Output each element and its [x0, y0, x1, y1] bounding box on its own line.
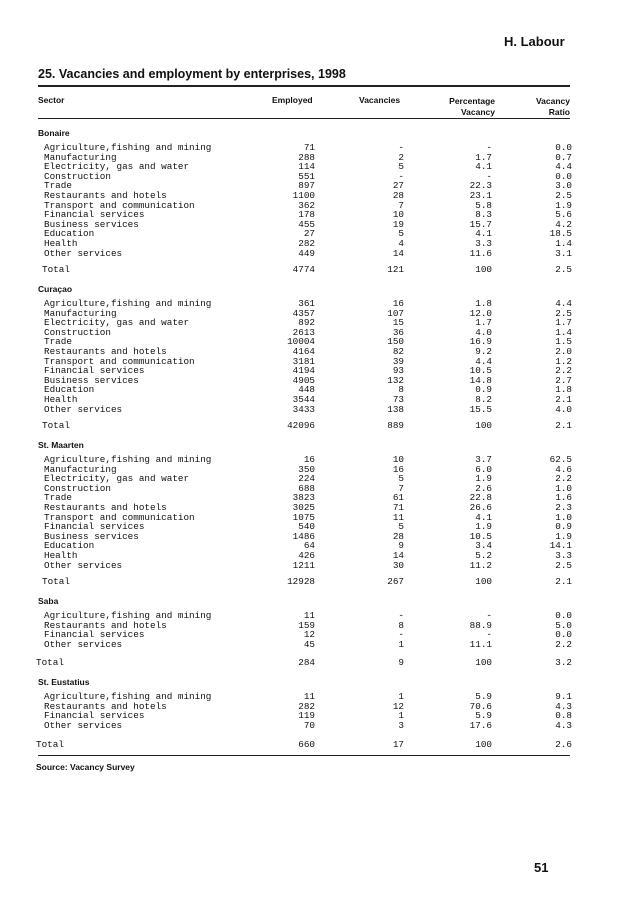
cell-pct: 15.5: [469, 403, 492, 415]
cell-ratio: 18.5: [549, 228, 572, 240]
cell-pct: 3.4: [475, 540, 492, 552]
cell-sector: Restaurants and hotels: [44, 619, 167, 631]
header-rule: [38, 118, 570, 119]
top-rule: [38, 85, 570, 87]
cell-sector: Other services: [44, 247, 123, 259]
cell-employed: 70: [303, 719, 315, 731]
cell-vacancies: 1: [398, 710, 404, 722]
cell-ratio: 2.7: [555, 374, 572, 386]
cell-pct: 5.8: [475, 199, 492, 211]
cell-vacancies: 30: [392, 559, 404, 571]
cell-employed: 4194: [292, 365, 315, 377]
total-pct: 100: [475, 576, 492, 587]
total-row: [0, 421, 630, 431]
cell-vacancies: 2: [398, 151, 404, 163]
cell-ratio: 2.5: [555, 307, 572, 319]
cell-sector: Restaurants and hotels: [44, 502, 167, 513]
cell-ratio: 3.0: [555, 180, 572, 192]
page-number: 51: [534, 860, 549, 875]
table-row: [0, 220, 630, 230]
total-ratio: 2.1: [555, 576, 572, 587]
cell-vacancies: 7: [398, 199, 404, 211]
cell-pct: 10.5: [469, 365, 492, 377]
cell-employed: 540: [298, 521, 315, 533]
cell-vacancies: -: [398, 610, 404, 621]
cell-vacancies: 10: [392, 454, 404, 465]
total-pct: 100: [475, 420, 492, 431]
cell-pct: 9.2: [475, 346, 492, 357]
cell-ratio: 5.0: [555, 619, 572, 631]
cell-pct: -: [486, 610, 492, 621]
cell-pct: 8.3: [475, 209, 492, 221]
total-ratio: 2.5: [555, 264, 572, 275]
cell-sector: Electricity, gas and water: [44, 317, 190, 329]
cell-ratio: 3.1: [555, 247, 572, 259]
cell-ratio: 1.7: [555, 317, 572, 329]
cell-sector: Manufacturing: [44, 307, 117, 319]
cell-pct: 15.7: [469, 218, 492, 230]
cell-vacancies: 27: [392, 180, 404, 192]
cell-ratio: 2.1: [555, 394, 572, 405]
cell-sector: Other services: [44, 638, 123, 650]
cell-sector: Restaurants and hotels: [44, 700, 167, 712]
cell-ratio: 0.0: [555, 610, 572, 621]
total-pct: 100: [475, 657, 492, 668]
cell-vacancies: 5: [398, 161, 404, 173]
cell-pct: 5.9: [475, 710, 492, 722]
cell-employed: 449: [298, 247, 315, 259]
cell-vacancies: 138: [387, 403, 404, 415]
cell-employed: 892: [298, 317, 315, 329]
col-percentage-line2: Vacancy: [460, 107, 495, 117]
cell-ratio: 2.2: [555, 365, 572, 377]
cell-pct: 16.9: [469, 336, 492, 348]
cell-ratio: 2.5: [555, 559, 572, 571]
cell-employed: 16: [303, 454, 315, 465]
cell-ratio: 1.9: [555, 199, 572, 211]
cell-sector: Financial services: [44, 710, 145, 722]
cell-vacancies: 5: [398, 473, 404, 485]
cell-employed: 64: [303, 540, 315, 552]
cell-sector: Manufacturing: [44, 151, 117, 163]
cell-vacancies: 5: [398, 521, 404, 533]
cell-ratio: 2.3: [555, 502, 572, 513]
cell-employed: 282: [298, 700, 315, 712]
cell-pct: 0.9: [475, 384, 492, 396]
cell-vacancies: 36: [392, 326, 404, 338]
cell-sector: Business services: [44, 218, 139, 230]
cell-ratio: 1.6: [555, 492, 572, 504]
group-title: St. Maarten: [38, 440, 84, 450]
total-ratio: 2.6: [555, 739, 572, 750]
total-row: [0, 740, 630, 750]
cell-employed: 4164: [292, 346, 315, 357]
cell-sector: Business services: [44, 374, 139, 386]
cell-pct: -: [486, 629, 492, 641]
total-row: [0, 577, 630, 587]
cell-pct: 4.4: [475, 355, 492, 367]
cell-employed: 11: [303, 691, 315, 702]
total-employed: 284: [298, 657, 315, 668]
total-label: Total: [42, 264, 70, 275]
cell-employed: 12: [303, 629, 315, 641]
cell-employed: 3544: [292, 394, 315, 405]
cell-ratio: 1.4: [555, 238, 572, 249]
cell-ratio: 0.0: [555, 142, 572, 153]
cell-sector: Construction: [44, 170, 111, 182]
cell-employed: 1100: [292, 190, 315, 201]
cell-sector: Health: [44, 550, 78, 561]
table-row: [0, 376, 630, 386]
table-row: [0, 721, 630, 731]
cell-vacancies: 28: [392, 190, 404, 201]
cell-employed: 224: [298, 473, 315, 485]
col-employed: Employed: [272, 95, 313, 105]
cell-ratio: 4.4: [555, 161, 572, 173]
cell-pct: 5.9: [475, 691, 492, 702]
table-row: [0, 405, 630, 415]
cell-pct: 17.6: [469, 719, 492, 731]
cell-pct: 22.3: [469, 180, 492, 192]
cell-vacancies: 16: [392, 298, 404, 309]
cell-pct: 1.8: [475, 298, 492, 309]
total-employed: 12928: [287, 576, 315, 587]
cell-employed: 1486: [292, 530, 315, 542]
cell-employed: 448: [298, 384, 315, 396]
cell-sector: Other services: [44, 403, 123, 415]
cell-employed: 361: [298, 298, 315, 309]
cell-ratio: 4.3: [555, 700, 572, 712]
cell-sector: Agriculture,fishing and mining: [44, 610, 212, 621]
total-row: [0, 265, 630, 275]
cell-employed: 688: [298, 482, 315, 494]
cell-employed: 4905: [292, 374, 315, 386]
cell-vacancies: -: [398, 629, 404, 641]
cell-pct: 4.1: [475, 511, 492, 523]
cell-sector: Business services: [44, 530, 139, 542]
cell-pct: -: [486, 142, 492, 153]
cell-employed: 4357: [292, 307, 315, 319]
group-title: St. Eustatius: [38, 677, 90, 687]
cell-pct: 2.6: [475, 482, 492, 494]
cell-pct: 11.2: [469, 559, 492, 571]
cell-employed: 178: [298, 209, 315, 221]
cell-vacancies: 82: [392, 346, 404, 357]
cell-sector: Financial services: [44, 209, 145, 221]
cell-employed: 1075: [292, 511, 315, 523]
cell-sector: Trade: [44, 180, 72, 192]
cell-vacancies: 1: [398, 691, 404, 702]
cell-vacancies: -: [398, 142, 404, 153]
cell-ratio: 2.5: [555, 190, 572, 201]
cell-sector: Manufacturing: [44, 463, 117, 475]
cell-pct: 1.9: [475, 521, 492, 533]
cell-employed: 897: [298, 180, 315, 192]
cell-ratio: 5.6: [555, 209, 572, 221]
cell-pct: -: [486, 170, 492, 182]
source-note: Source: Vacancy Survey: [36, 762, 135, 772]
cell-ratio: 1.5: [555, 336, 572, 348]
cell-sector: Other services: [44, 719, 123, 731]
cell-pct: 22.8: [469, 492, 492, 504]
total-vacancies: 121: [387, 264, 404, 275]
bottom-rule: [38, 755, 570, 756]
cell-vacancies: 39: [392, 355, 404, 367]
cell-employed: 10004: [287, 336, 315, 348]
cell-employed: 71: [303, 142, 315, 153]
cell-pct: 11.1: [469, 638, 492, 650]
cell-ratio: 2.2: [555, 638, 572, 650]
cell-vacancies: 12: [392, 700, 404, 712]
cell-ratio: 4.0: [555, 403, 572, 415]
table-row: [0, 484, 630, 494]
cell-sector: Restaurants and hotels: [44, 190, 167, 201]
cell-ratio: 2.2: [555, 473, 572, 485]
total-employed: 42096: [287, 420, 315, 431]
table-row: [0, 640, 630, 650]
cell-ratio: 14.1: [549, 540, 572, 552]
cell-vacancies: 107: [387, 307, 404, 319]
cell-vacancies: 8: [398, 384, 404, 396]
cell-vacancies: 8: [398, 619, 404, 631]
cell-pct: 6.0: [475, 463, 492, 475]
cell-employed: 2613: [292, 326, 315, 338]
total-vacancies: 9: [398, 657, 404, 668]
col-ratio-line1: Vacancy: [535, 96, 570, 106]
cell-pct: 10.5: [469, 530, 492, 542]
total-vacancies: 17: [392, 739, 404, 750]
cell-vacancies: 71: [392, 502, 404, 513]
cell-vacancies: 16: [392, 463, 404, 475]
cell-sector: Transport and communication: [44, 355, 195, 367]
total-row: [0, 658, 630, 668]
cell-ratio: 0.8: [555, 710, 572, 722]
cell-employed: 114: [298, 161, 315, 173]
total-vacancies: 267: [387, 576, 404, 587]
cell-sector: Agriculture,fishing and mining: [44, 298, 212, 309]
section-heading: H. Labour: [504, 34, 565, 49]
cell-ratio: 0.9: [555, 521, 572, 533]
cell-sector: Health: [44, 394, 78, 405]
cell-employed: 159: [298, 619, 315, 631]
cell-employed: 27: [303, 228, 315, 240]
cell-ratio: 1.8: [555, 384, 572, 396]
cell-sector: Financial services: [44, 521, 145, 533]
total-label: Total: [36, 739, 64, 750]
cell-sector: Education: [44, 228, 95, 240]
cell-pct: 4.1: [475, 161, 492, 173]
cell-sector: Financial services: [44, 629, 145, 641]
cell-ratio: 1.0: [555, 511, 572, 523]
cell-ratio: 62.5: [549, 454, 572, 465]
cell-vacancies: 61: [392, 492, 404, 504]
cell-pct: 11.6: [469, 247, 492, 259]
table-row: [0, 249, 630, 259]
cell-employed: 119: [298, 710, 315, 722]
total-label: Total: [36, 657, 64, 668]
cell-sector: Health: [44, 238, 78, 249]
cell-pct: 70.6: [469, 700, 492, 712]
cell-sector: Trade: [44, 336, 72, 348]
cell-sector: Construction: [44, 326, 111, 338]
total-pct: 100: [475, 739, 492, 750]
cell-ratio: 4.2: [555, 218, 572, 230]
cell-vacancies: 9: [398, 540, 404, 552]
cell-pct: 26.6: [469, 502, 492, 513]
cell-vacancies: 28: [392, 530, 404, 542]
cell-sector: Construction: [44, 482, 111, 494]
table-row: [0, 541, 630, 551]
cell-employed: 551: [298, 170, 315, 182]
cell-pct: 88.9: [469, 619, 492, 631]
table-row: [0, 532, 630, 542]
table-row: [0, 172, 630, 182]
cell-vacancies: 150: [387, 336, 404, 348]
cell-pct: 5.2: [475, 550, 492, 561]
cell-sector: Education: [44, 384, 95, 396]
cell-ratio: 1.0: [555, 482, 572, 494]
col-sector: Sector: [38, 95, 65, 105]
cell-vacancies: 19: [392, 218, 404, 230]
cell-sector: Electricity, gas and water: [44, 161, 190, 173]
cell-employed: 1211: [292, 559, 315, 571]
cell-ratio: 1.9: [555, 530, 572, 542]
group-title: Bonaire: [38, 128, 70, 138]
cell-ratio: 0.0: [555, 629, 572, 641]
cell-sector: Transport and communication: [44, 199, 195, 211]
cell-pct: 23.1: [469, 190, 492, 201]
cell-sector: Restaurants and hotels: [44, 346, 167, 357]
cell-vacancies: 7: [398, 482, 404, 494]
cell-vacancies: 132: [387, 374, 404, 386]
total-pct: 100: [475, 264, 492, 275]
col-ratio: [526, 96, 570, 118]
cell-employed: 3433: [292, 403, 315, 415]
cell-ratio: 0.0: [555, 170, 572, 182]
cell-ratio: 3.3: [555, 550, 572, 561]
cell-employed: 288: [298, 151, 315, 163]
cell-sector: Agriculture,fishing and mining: [44, 142, 212, 153]
cell-vacancies: 4: [398, 238, 404, 249]
cell-sector: Financial services: [44, 365, 145, 377]
cell-pct: 3.3: [475, 238, 492, 249]
table-title: 25. Vacancies and employment by enterprises, 1998: [38, 67, 346, 81]
cell-sector: Education: [44, 540, 95, 552]
cell-vacancies: 93: [392, 365, 404, 377]
cell-ratio: 4.3: [555, 719, 572, 731]
total-label: Total: [42, 420, 70, 431]
table-row: [0, 328, 630, 338]
cell-ratio: 4.6: [555, 463, 572, 475]
cell-employed: 45: [303, 638, 315, 650]
cell-employed: 3181: [292, 355, 315, 367]
cell-sector: Transport and communication: [44, 511, 195, 523]
total-employed: 4774: [292, 264, 315, 275]
cell-pct: 14.8: [469, 374, 492, 386]
cell-pct: 4.0: [475, 326, 492, 338]
cell-sector: Trade: [44, 492, 72, 504]
cell-pct: 1.7: [475, 317, 492, 329]
cell-vacancies: 14: [392, 550, 404, 561]
cell-vacancies: -: [398, 170, 404, 182]
total-ratio: 3.2: [555, 657, 572, 668]
cell-vacancies: 11: [392, 511, 404, 523]
cell-pct: 4.1: [475, 228, 492, 240]
cell-pct: 8.2: [475, 394, 492, 405]
cell-vacancies: 3: [398, 719, 404, 731]
cell-sector: Electricity, gas and water: [44, 473, 190, 485]
cell-employed: 362: [298, 199, 315, 211]
total-ratio: 2.1: [555, 420, 572, 431]
col-vacancies: Vacancies: [359, 95, 401, 105]
cell-pct: 1.9: [475, 473, 492, 485]
cell-employed: 282: [298, 238, 315, 249]
total-employed: 660: [298, 739, 315, 750]
cell-ratio: 9.1: [555, 691, 572, 702]
cell-sector: Other services: [44, 559, 123, 571]
cell-ratio: 1.2: [555, 355, 572, 367]
cell-vacancies: 73: [392, 394, 404, 405]
col-percentage: [448, 96, 495, 118]
cell-vacancies: 15: [392, 317, 404, 329]
group-title: Saba: [38, 596, 59, 606]
cell-vacancies: 5: [398, 228, 404, 240]
cell-employed: 3823: [292, 492, 315, 504]
cell-employed: 11: [303, 610, 315, 621]
group-title: Curaçao: [38, 284, 73, 294]
cell-ratio: 2.0: [555, 346, 572, 357]
total-vacancies: 889: [387, 420, 404, 431]
cell-pct: 1.7: [475, 151, 492, 163]
cell-ratio: 1.4: [555, 326, 572, 338]
cell-employed: 455: [298, 218, 315, 230]
table-row: [0, 385, 630, 395]
table-row: [0, 229, 630, 239]
cell-sector: Agriculture,fishing and mining: [44, 691, 212, 702]
cell-vacancies: 10: [392, 209, 404, 221]
cell-ratio: 0.7: [555, 151, 572, 163]
cell-pct: 12.0: [469, 307, 492, 319]
cell-vacancies: 14: [392, 247, 404, 259]
cell-employed: 3025: [292, 502, 315, 513]
cell-employed: 350: [298, 463, 315, 475]
total-label: Total: [42, 576, 70, 587]
cell-pct: 3.7: [475, 454, 492, 465]
cell-sector: Agriculture,fishing and mining: [44, 454, 212, 465]
col-percentage-line1: Percentage: [449, 96, 495, 106]
table-row: [0, 561, 630, 571]
cell-vacancies: 1: [398, 638, 404, 650]
col-ratio-line2: Ratio: [548, 107, 570, 117]
cell-employed: 426: [298, 550, 315, 561]
cell-ratio: 4.4: [555, 298, 572, 309]
